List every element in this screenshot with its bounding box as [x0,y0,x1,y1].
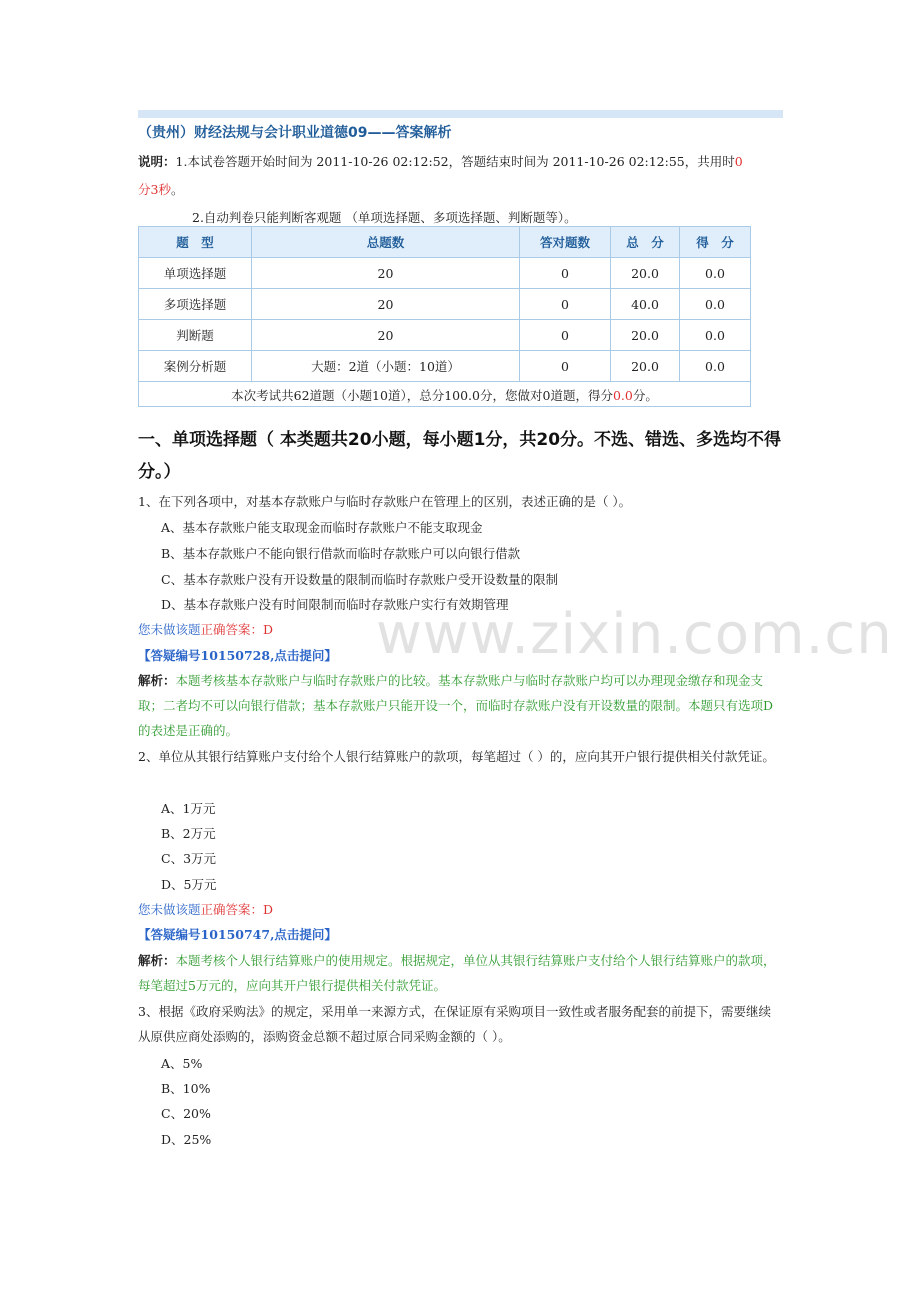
table-row [139,258,751,289]
cell-count: 大题：2道（小题：10道） [252,351,520,382]
score-summary-table [138,226,751,407]
note-line-1b [138,180,183,198]
ask-link-1[interactable]: 【答疑编号10150728,点击提问】 [138,648,337,663]
question-1-option-a: A、基本存款账户能支取现金而临时存款账户不能支取现金 [161,520,483,535]
analysis-text: 本题考核个人银行结算账户的使用规定。根据规定，单位从其银行结算账户支付给个人银行结算账户的款项，每笔超过5万元的，应向其开户银行提供相关付款凭证。 [138,953,776,993]
table-row [139,351,751,382]
not-done-label: 您未做该题 [138,622,201,637]
cell-earned: 0.0 [680,258,751,289]
table-row [139,320,751,351]
question-1-option-d: D、基本存款账户没有时间限制而临时存款账户实行有效期管理 [161,597,509,612]
analysis-label: 解析： [138,673,176,688]
cell-correct: 0 [520,258,611,289]
question-1-option-b: B、基本存款账户不能向银行借款而临时存款账户可以向银行借款 [161,546,521,561]
question-3-option-c: C、20% [161,1106,211,1121]
cell-earned: 0.0 [680,351,751,382]
time-rest: 分3秒 [138,182,171,197]
header-earned-score: 得 分 [680,227,751,258]
question-1-option-c: C、基本存款账户没有开设数量的限制而临时存款账户受开设数量的限制 [161,572,559,587]
question-1-status [138,617,783,642]
note-line-2: 2.自动判卷只能判断客观题 （单项选择题、多项选择题、判断题等）。 [192,210,577,225]
question-2: 2、单位从其银行结算账户支付给个人银行结算账户的款项，每笔超过（ ）的，应向其开户银行提供相关付款凭证。 [138,749,775,764]
cell-count: 20 [252,289,520,320]
question-2-analysis [138,948,783,998]
header-type: 题 型 [139,227,252,258]
question-2-option-d: D、5万元 [161,877,217,892]
cell-full: 40.0 [611,289,680,320]
ask-link-2[interactable]: 【答疑编号10150747,点击提问】 [138,927,337,942]
cell-earned: 0.0 [680,320,751,351]
question-1-analysis [138,668,783,743]
question-3: 3、根据《政府采购法》的规定，采用单一来源方式，在保证原有采购项目一致性或者服务配套的前提下，需要继续从原供应商处添购的，添购资金总额不超过原合同采购金额的（ ）。 [138,1004,771,1044]
total-score: 0.0 [612,388,633,403]
watermark: www.zixin.com.cn [376,602,893,667]
table-row [139,289,751,320]
cell-full: 20.0 [611,351,680,382]
cell-full: 20.0 [611,320,680,351]
cell-correct: 0 [520,289,611,320]
analysis-text: 本题考核基本存款账户与临时存款账户的比较。基本存款账户与临时存款账户均可以办理现金缴存和现金支取；二者均不可以向银行借款；基本存款账户只能开设一个，而临时存款账户没有开设数量的限制。本题只有选项D的表述是正确的。 [138,673,774,738]
note-text-1: 1.本试卷答题开始时间为 2011-10-26 02:12:52，答题结束时间为 2011-10-26 02:12:55，共用时 [175,154,735,169]
cell-type: 判断题 [139,320,252,351]
question-2-option-a: A、1万元 [161,801,216,816]
total-suffix: 分。 [632,388,658,403]
question-3-option-a: A、5% [161,1056,203,1071]
note-label: 说明： [138,154,176,169]
table-total-row [139,382,751,407]
correct-answer: 正确答案：D [200,622,274,637]
time-end: 。 [170,182,184,197]
total-prefix: 本次考试共62道题（小题10道），总分100.0分，您做对0道题，得分 [231,388,613,403]
question-3-option-d: D、25% [161,1132,212,1147]
question-1: 1、在下列各项中，对基本存款账户与临时存款账户在管理上的区别，表述正确的是（ ）。 [138,494,632,509]
header-bar [138,110,783,118]
cell-type: 案例分析题 [139,351,252,382]
question-2-status [138,897,783,922]
cell-full: 20.0 [611,258,680,289]
cell-count: 20 [252,320,520,351]
table-header-row [139,227,751,258]
cell-type: 多项选择题 [139,289,252,320]
cell-type: 单项选择题 [139,258,252,289]
header-correct-count: 答对题数 [520,227,611,258]
cell-correct: 0 [520,351,611,382]
header-full-score: 总 分 [611,227,680,258]
note-line-1 [138,152,743,170]
question-3-option-b: B、10% [161,1081,211,1096]
page-title: （贵州）财经法规与会计职业道德09——答案解析 [138,125,452,141]
question-2-option-b: B、2万元 [161,826,216,841]
cell-correct: 0 [520,320,611,351]
time-minutes: 0 [734,154,743,169]
question-2-option-c: C、3万元 [161,851,217,866]
cell-count: 20 [252,258,520,289]
table-total-cell [139,382,751,407]
correct-answer: 正确答案：D [200,902,274,917]
header-total-count: 总题数 [252,227,520,258]
not-done-label: 您未做该题 [138,902,201,917]
cell-earned: 0.0 [680,289,751,320]
section-heading: 一、单项选择题（ 本类题共20小题，每小题1分，共20分。不选、错选、多选均不得分。） [138,430,782,482]
analysis-label: 解析： [138,953,176,968]
